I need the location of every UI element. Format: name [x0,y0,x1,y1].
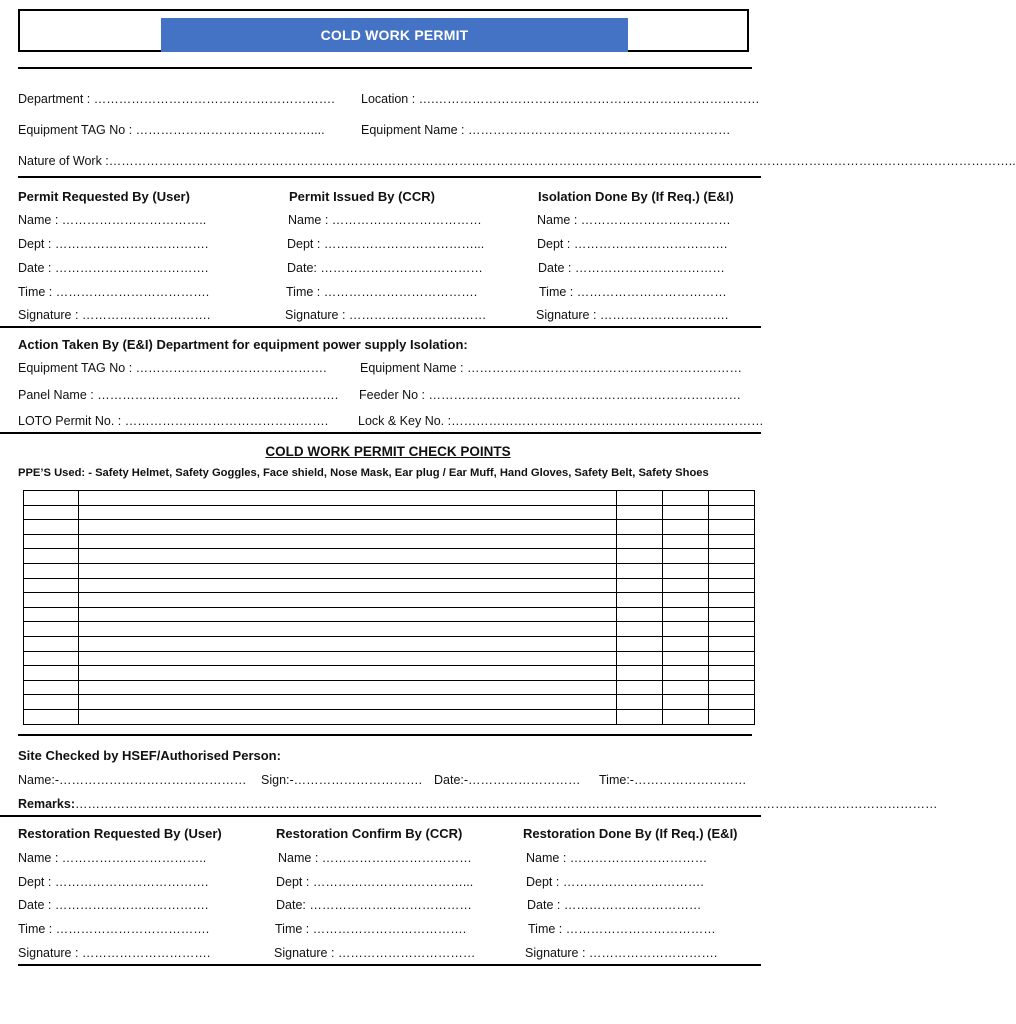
issued-dept-field[interactable]: Dept : ………………………………... [287,237,485,251]
table-cell[interactable] [709,549,755,564]
site-check-heading: Site Checked by HSEF/Authorised Person: [18,748,281,763]
equipment-name-field[interactable]: Equipment Name : ……………………………………………………… [361,123,731,137]
table-cell[interactable] [24,709,79,724]
table-cell[interactable] [79,578,617,593]
table-cell[interactable] [79,520,617,535]
table-cell[interactable] [79,666,617,681]
table-cell[interactable] [709,607,755,622]
restoration-done-name-field[interactable]: Name : …………………………… [526,851,708,865]
table-cell[interactable] [617,680,663,695]
table-cell[interactable] [79,534,617,549]
location-field[interactable]: Location : ….…………………………………………………………………… [361,92,760,106]
table-row [24,534,755,549]
table-cell[interactable] [617,636,663,651]
restoration-confirm-signature-field[interactable]: Signature : …………………………… [274,946,476,960]
table-cell[interactable] [663,491,709,506]
table-cell[interactable] [79,563,617,578]
table-cell[interactable] [24,534,79,549]
table-cell[interactable] [617,709,663,724]
remarks-dots: ……………………………………………………………………………………………………………………………………………………………………………………… [74,797,938,811]
permit-issued-heading: Permit Issued By (CCR) [289,189,435,204]
table-cell[interactable] [24,622,79,637]
table-cell[interactable] [24,491,79,506]
table-cell[interactable] [709,505,755,520]
table-cell[interactable] [709,666,755,681]
site-check-time-field[interactable]: Time:-……………………… [599,773,747,787]
table-cell[interactable] [79,593,617,608]
table-cell[interactable] [79,505,617,520]
restoration-confirm-name-field[interactable]: Name : ……………………………… [278,851,472,865]
table-cell[interactable] [79,636,617,651]
restoration-requested-signature-field[interactable]: Signature : …………………………. [18,946,211,960]
table-cell[interactable] [24,578,79,593]
ppe-used-text: PPE’S Used: - Safety Helmet, Safety Goggles, Face shield, Nose Mask, Ear plug / Ear Muff, Hand Gloves, Safety Belt, Safety Shoes [18,467,709,479]
department-field[interactable]: Department : …………………………………………………. [18,92,335,106]
restoration-done-heading: Restoration Done By (If Req.) (E&I) [523,826,738,841]
divider [18,176,761,178]
isolation-dept-field[interactable]: Dept : ………………………………. [537,237,728,251]
checkpoints-heading: COLD WORK PERMIT CHECK POINTS [265,444,511,459]
table-cell[interactable] [617,695,663,710]
nature-of-work-field[interactable]: Nature of Work :……………………………………………………………………………………………………………………………………………………………………………………………….. [18,154,1016,168]
table-cell[interactable] [617,622,663,637]
table-cell[interactable] [617,505,663,520]
table-cell[interactable] [617,520,663,535]
requested-name-field[interactable]: Name : …………………………….. [18,213,207,227]
site-check-date-field[interactable]: Date:-……………………… [434,773,581,787]
table-cell[interactable] [617,607,663,622]
table-cell[interactable] [709,593,755,608]
table-cell[interactable] [709,520,755,535]
table-cell[interactable] [663,578,709,593]
divider [0,326,761,328]
table-row [24,622,755,637]
table-cell[interactable] [663,593,709,608]
restoration-requested-date-field[interactable]: Date : ………………………………. [18,898,209,912]
equipment-tag-field[interactable]: Equipment TAG No : …………………………………….... [18,123,325,137]
lock-key-field[interactable]: Lock & Key No. :………………………………………………………………… [358,414,764,428]
divider [18,67,752,69]
table-cell[interactable] [709,563,755,578]
table-cell[interactable] [24,666,79,681]
table-cell[interactable] [617,593,663,608]
divider [0,815,761,817]
table-cell[interactable] [709,651,755,666]
divider [18,964,761,966]
feeder-no-field[interactable]: Feeder No : ………………………………………………………………… [359,388,741,402]
issued-signature-field[interactable]: Signature : …………………………… [285,308,487,322]
restoration-confirm-date-field[interactable]: Date: ………………………………… [276,898,472,912]
isolation-signature-field[interactable]: Signature : …………………………. [536,308,729,322]
issued-time-field[interactable]: Time : ………………………………. [286,285,478,299]
requested-signature-field[interactable]: Signature : …………………………. [18,308,211,322]
table-cell[interactable] [617,578,663,593]
restoration-done-time-field[interactable]: Time : ……………………………… [528,922,716,936]
restoration-requested-name-field[interactable]: Name : …………………………….. [18,851,207,865]
table-cell[interactable] [617,549,663,564]
table-cell[interactable] [79,549,617,564]
table-row [24,709,755,724]
requested-date-field[interactable]: Date : ………………………………. [18,261,209,275]
site-check-name-field[interactable]: Name:-……………………………………… [18,773,247,787]
isolation-time-field[interactable]: Time : ……………………………… [539,285,727,299]
table-cell[interactable] [663,666,709,681]
restoration-done-signature-field[interactable]: Signature : …………………………. [525,946,718,960]
table-cell[interactable] [79,622,617,637]
table-cell[interactable] [79,695,617,710]
table-row [24,680,755,695]
isolation-section-heading: Action Taken By (E&I) Department for equipment power supply Isolation: [18,337,468,352]
table-cell[interactable] [24,563,79,578]
permit-requested-heading: Permit Requested By (User) [18,189,190,204]
table-row [24,520,755,535]
table-cell[interactable] [709,491,755,506]
restoration-confirm-heading: Restoration Confirm By (CCR) [276,826,463,841]
table-cell[interactable] [709,695,755,710]
table-cell[interactable] [709,534,755,549]
table-cell[interactable] [617,651,663,666]
table-row [24,578,755,593]
form-title: COLD WORK PERMIT [161,18,628,52]
isolation-name-field[interactable]: Name : ……………………………… [537,213,731,227]
table-cell[interactable] [79,709,617,724]
table-cell[interactable] [24,549,79,564]
table-cell[interactable] [617,534,663,549]
issued-date-field[interactable]: Date: ………………………………… [287,261,483,275]
requested-time-field[interactable]: Time : ………………………………. [18,285,210,299]
isolation-equipment-tag-field[interactable]: Equipment TAG No : ………………………………………. [18,361,327,375]
table-cell[interactable] [24,636,79,651]
isolation-done-heading: Isolation Done By (If Req.) (E&I) [538,189,734,204]
table-cell[interactable] [663,680,709,695]
table-row [24,549,755,564]
restoration-requested-time-field[interactable]: Time : ………………………………. [18,922,210,936]
table-row [24,666,755,681]
remarks-label: Remarks: [18,797,75,811]
table-cell[interactable] [663,709,709,724]
issued-name-field[interactable]: Name : ……………………………… [288,213,482,227]
table-cell[interactable] [709,578,755,593]
table-cell[interactable] [24,695,79,710]
restoration-confirm-time-field[interactable]: Time : ………………………………. [275,922,467,936]
restoration-confirm-dept-field[interactable]: Dept : ………………………………... [276,875,474,889]
site-check-sign-field[interactable]: Sign:-…………………………. [261,773,423,787]
table-cell[interactable] [79,651,617,666]
table-cell[interactable] [709,680,755,695]
checkpoint-table-body [24,491,755,725]
table-cell[interactable] [709,709,755,724]
isolation-date-field[interactable]: Date : ……………………………… [538,261,725,275]
table-cell[interactable] [663,636,709,651]
table-cell[interactable] [24,520,79,535]
table-cell[interactable] [709,622,755,637]
table-cell[interactable] [24,593,79,608]
table-row [24,695,755,710]
checkpoint-table [23,490,755,725]
restoration-done-date-field[interactable]: Date : …………………………… [527,898,702,912]
table-row [24,607,755,622]
table-cell[interactable] [79,680,617,695]
table-cell[interactable] [663,549,709,564]
table-cell[interactable] [79,491,617,506]
table-row [24,563,755,578]
table-cell[interactable] [709,636,755,651]
table-cell[interactable] [663,622,709,637]
table-cell[interactable] [663,563,709,578]
table-cell[interactable] [24,680,79,695]
loto-permit-field[interactable]: LOTO Permit No. : …………………………………………. [18,414,329,428]
table-cell[interactable] [663,520,709,535]
divider [18,734,752,736]
table-cell[interactable] [663,607,709,622]
table-cell[interactable] [617,491,663,506]
table-cell[interactable] [79,607,617,622]
table-row [24,593,755,608]
table-cell[interactable] [24,505,79,520]
restoration-requested-dept-field[interactable]: Dept : ………………………………. [18,875,209,889]
divider [0,432,761,434]
table-cell[interactable] [24,607,79,622]
table-row [24,491,755,506]
requested-dept-field[interactable]: Dept : ………………………………. [18,237,209,251]
title-frame [18,9,749,52]
table-cell[interactable] [617,666,663,681]
remarks-field[interactable] [18,797,937,811]
table-row [24,505,755,520]
table-cell[interactable] [24,651,79,666]
table-cell[interactable] [617,563,663,578]
table-cell[interactable] [663,651,709,666]
isolation-equipment-name-field[interactable]: Equipment Name : ………………………………………………………… [360,361,742,375]
table-cell[interactable] [663,505,709,520]
restoration-requested-heading: Restoration Requested By (User) [18,826,222,841]
table-row [24,651,755,666]
panel-name-field[interactable]: Panel Name : …………………………………………………. [18,388,339,402]
table-cell[interactable] [663,695,709,710]
table-cell[interactable] [663,534,709,549]
restoration-done-dept-field[interactable]: Dept : ……………………………. [526,875,704,889]
table-row [24,636,755,651]
